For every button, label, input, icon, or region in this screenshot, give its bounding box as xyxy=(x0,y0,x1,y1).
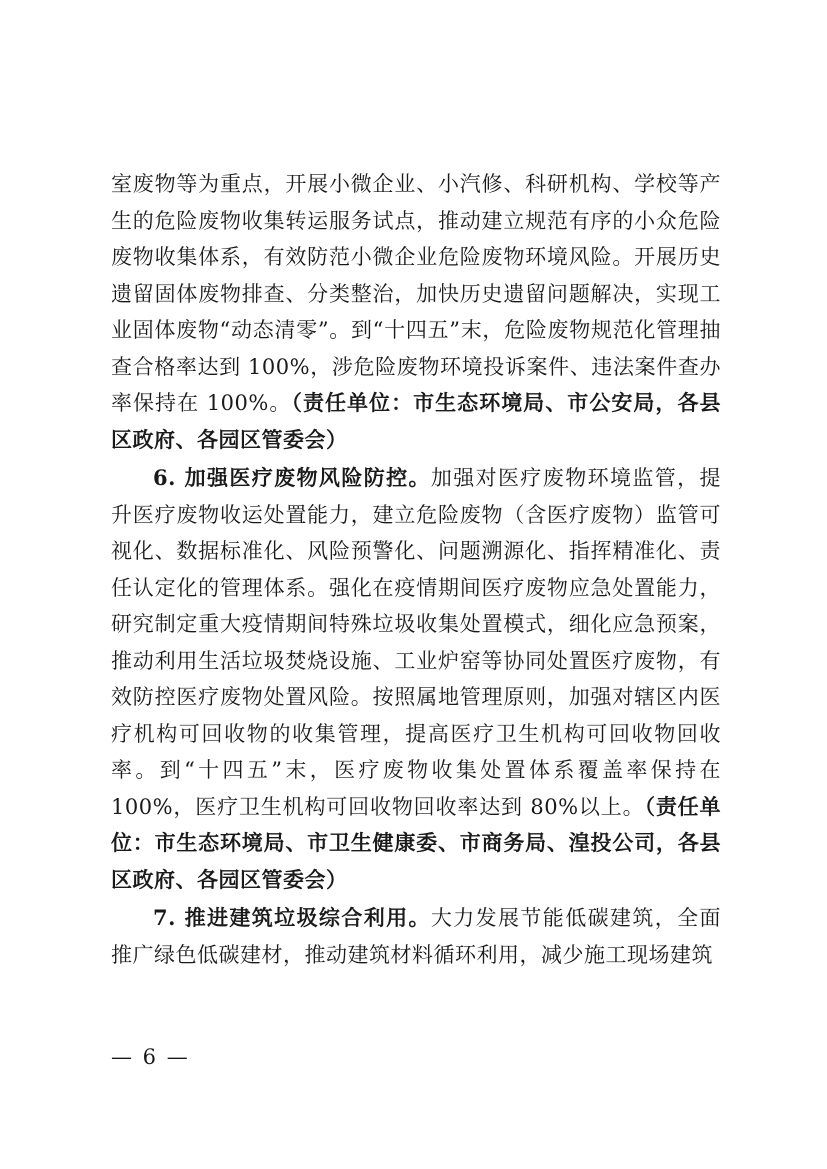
paragraph-construction-waste xyxy=(111,900,721,973)
responsibility-units: （责任单位：市生态环境局、市卫生健康委、市商务局、湟投公司，各县区政府、各园区管委会） xyxy=(111,793,722,892)
document-body xyxy=(111,166,721,973)
paragraph-text: 加强对医疗废物环境监管，提升医疗废物收运处置能力，建立危险废物（含医疗废物）监管可视化、数据标准化、风险预警化、问题溯源化、指挥精准化、责任认定化的管理体系。强化在疫情期间医疗废物应急处置能力，研究制定重大疫情期间特殊垃圾收集处置模式，细化应急预案，推动利用生活垃圾焚烧设施、工业炉窑等协同处置医疗废物，有效防控医疗废物处置风险。按照属地管理原则，加强对辖区内医疗机构可回收物的收集管理，提高医疗卫生机构可回收物回收率。到“十四五”末，医疗废物收集处置体系覆盖率保持在 100%，医疗卫生机构可回收物回收率达到 80%以上。 xyxy=(111,466,722,819)
paragraph-medical-waste xyxy=(111,460,721,898)
section-heading-7: 7. 推进建筑垃圾综合利用。 xyxy=(153,905,431,930)
section-heading-6: 6. 加强医疗废物风险防控。 xyxy=(153,465,431,490)
paragraph-hazardous-waste xyxy=(111,166,721,458)
paragraph-text: 大力发展节能低碳建筑，全面推广绿色低碳建材，推动建筑材料循环利用，减少施工现场建筑 xyxy=(111,906,722,967)
page-number: — 6 — xyxy=(111,1045,190,1069)
responsibility-units: （责任单位：市生态环境局、市公安局，各县区政府、各园区管委会） xyxy=(111,390,721,452)
paragraph-text: 室废物等为重点，开展小微企业、小汽修、科研机构、学校等产生的危险废物收集转运服务试点，推动建立规范有序的小众危险废物收集体系，有效防范小微企业危险废物环境风险。开展历史遗留固体废物排查、分类整治，加快历史遗留问题解决，实现工业固体废物“动态清零”。到“十四五”末，危险废物规范化管理抽查合格率达到 100%，涉危险废物环境投诉案件、违法案件查办率保持在 100%。 xyxy=(111,172,721,415)
